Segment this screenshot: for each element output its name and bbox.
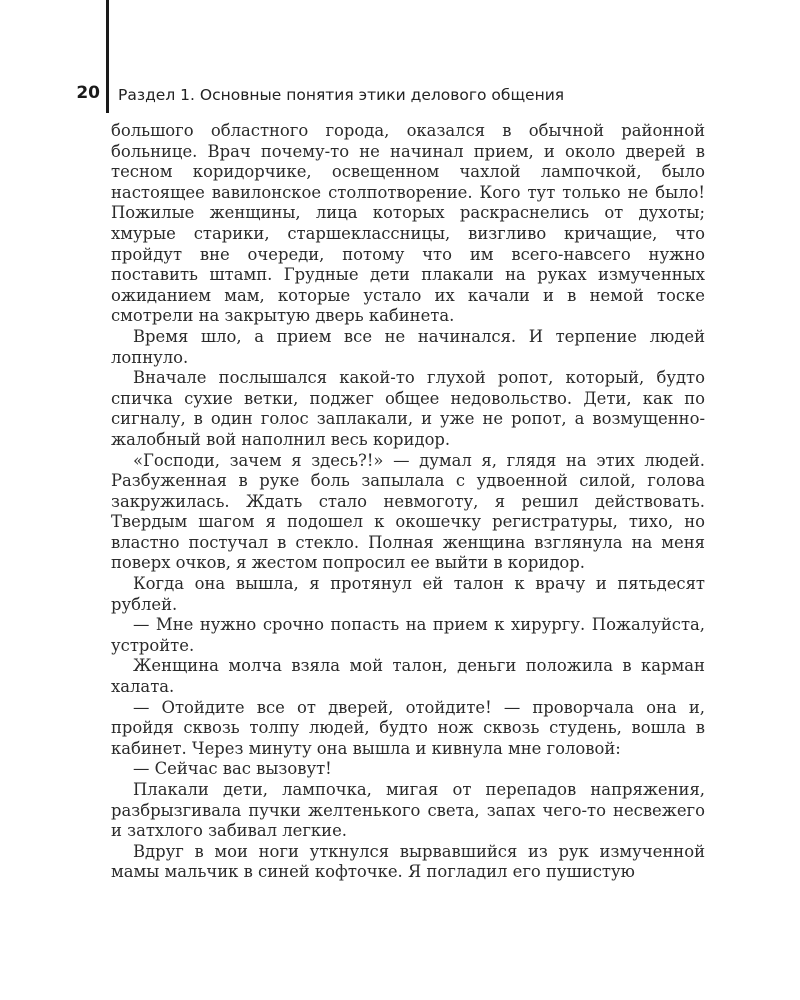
paragraph: Когда она вышла, я протянул ей талон к врачу и пятьдесят рублей. xyxy=(111,574,705,614)
paragraph: Вдруг в мои ноги уткнулся вырвавшийся из рук измученной мамы мальчик в синей кофточке. Я погладил его пушистую xyxy=(111,841,705,882)
paragraph: — Отойдите все от дверей, отойдите! — проворчала она и, пройдя сквозь толпу людей, будто нож сквозь студень, вошла в кабинет. Через минуту она вышла и кивнула мне головой: xyxy=(111,697,705,758)
paragraph: — Сейчас вас вызовут! xyxy=(133,759,332,779)
paragraph: — Мне нужно срочно попасть на прием к хирургу. Пожалуйста, устройте. xyxy=(111,615,705,655)
paragraph: Вначале послышался какой-то глухой ропот, который, будто спичка сухие ветки, поджег общее недовольство. Дети, как по сигналу, в один голос заплакали, и уже не ропот, а возмущенно-жалобный вой наполнил весь коридор. xyxy=(111,368,705,449)
page-number: 20 xyxy=(76,83,100,103)
paragraph: большого областного города, оказался в обычной районной больнице. Врач почему-то не начинал прием, и около дверей в тесном коридорчике, освещенном чахлой лампочкой, было настоящее вавилонское столпотворение. Кого тут только не было! Пожилые женщины, лица которых раскраснелись от духоты; хмурые старики, старшеклассницы, визгливо кричащие, что пройдут вне очереди, потому что им всего-навсего нужно поставить штамп. Грудные дети плакали на руках измученных ожиданием мам, которые устало их качали и в немой тоске смотрели на закрытую дверь кабинета. xyxy=(111,121,705,326)
paragraph: «Господи, зачем я здесь?!» — думал я, глядя на этих людей. Разбуженная в руке боль запылала с удвоенной силой, голова закружилась. Ждать стало невмоготу, я решил действовать. Твердым шагом я подошел к окошечку регистратуры, тихо, но властно постучал в стекло. Полная женщина взглянула на меня поверх очков, я жестом попросил ее выйти в коридор. xyxy=(111,450,705,573)
header-vertical-rule xyxy=(106,0,109,113)
paragraph: Время шло, а прием все не начинался. И терпение людей лопнуло. xyxy=(111,326,705,367)
paragraph: Женщина молча взяла мой талон, деньги положила в карман халата. xyxy=(111,656,705,697)
paragraph: Плакали дети, лампочка, мигая от перепадов напряжения, разбрызгивала пучки желтенького света, запах чего-то несвежего и затхлого забивал легкие. xyxy=(111,780,705,841)
body-text xyxy=(111,121,705,883)
running-header: Раздел 1. Основные понятия этики делового общения xyxy=(118,86,565,104)
